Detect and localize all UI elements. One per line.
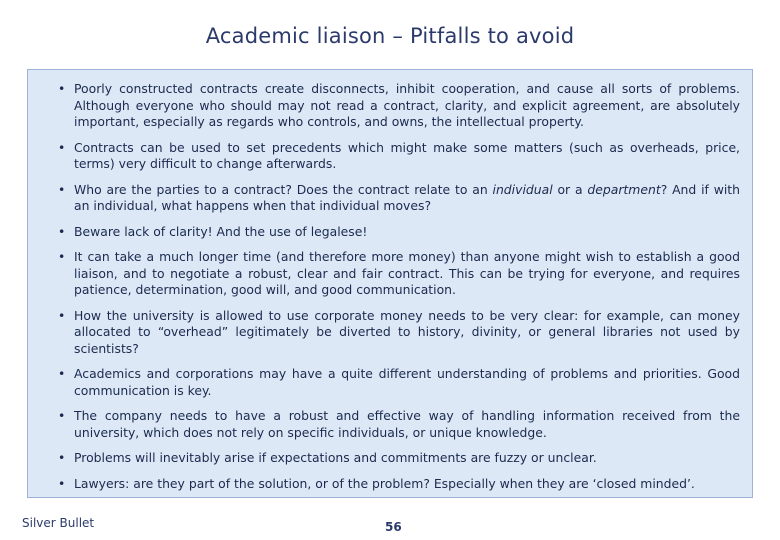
bullet-text: Contracts can be used to set precedents which might make some matters (such as overheads, price, terms) very difficult to change afterwards. [74, 139, 740, 171]
bullet-text: The company needs to have a robust and effective way of handling information received from the university, which does not rely on specific individuals, or unique knowledge. [74, 408, 740, 440]
bullet-dot: • [58, 249, 66, 264]
bullet-text: Problems will inevitably arise if expectations and commitments are fuzzy or unclear. [74, 450, 597, 465]
page-number: 56 [385, 520, 402, 534]
slide-title: Academic liaison – Pitfalls to avoid [205, 24, 575, 48]
bullet-text: Poorly constructed contracts create disconnects, inhibit cooperation, and cause all sorts of problems. Although everyone who should may not read a contract, clarity, and explicit agreement, are absolutely important, especially as regards who controls, and owns, the intellectual property. [74, 81, 740, 129]
bullet-dot: • [58, 307, 66, 323]
bullet-corporate-money [44, 308, 740, 358]
bullet-text-individual: individual [492, 181, 553, 197]
bullet-lawyers [44, 476, 740, 493]
bullet-text-part3: ? And if with an individual, what happens when that individual moves? [74, 181, 740, 213]
bullet-text: Lawyers: are they part of the solution, or of the problem? Especially when they are ‘closed minded’. [74, 475, 695, 491]
bullet-text: Academics and corporations may have a quite different understanding of problems and priorities. Good communication is key. [74, 366, 740, 398]
bullet-contracts-constructed [44, 81, 740, 131]
bullet-problems [44, 450, 740, 467]
content-box [27, 69, 753, 498]
bullet-precedents [44, 140, 740, 173]
bullet-text: It can take a much longer time (and therefore more money) than anyone might wish to establish a good liaison, and to negotiate a robust, clear and fair contract. This can be trying for everyone, and requires patience, determination, good will, and good communication. [74, 249, 740, 297]
bullet-dot: • [58, 139, 66, 155]
bullet-company-handling [44, 408, 740, 441]
bullet-clarity [44, 224, 740, 241]
bullet-dot: • [58, 181, 66, 197]
bullet-parties [44, 182, 740, 215]
bullet-text-part1: Who are the parties to a contract? Does the contract relate to an [74, 181, 493, 197]
bullet-understanding [44, 366, 740, 399]
bullet-text: Beware lack of clarity! And the use of legalese! [74, 223, 368, 239]
bullet-dot: • [58, 81, 66, 96]
bullet-longer-time [44, 249, 740, 299]
bullet-list [44, 81, 740, 492]
bullet-dot: • [58, 408, 66, 423]
bullet-dot: • [58, 450, 66, 465]
bullet-text-department: department [587, 181, 661, 197]
bullet-dot: • [58, 475, 66, 491]
bullet-text: How the university is allowed to use corporate money needs to be very clear: for example, can money allocated to “overhead” legitimately be diverted to history, divinity, or general libraries not used by scientists? [74, 307, 740, 356]
bullet-text-part2: or a [552, 181, 588, 197]
footer-brand: Silver Bullet [22, 516, 95, 530]
bullet-dot: • [58, 366, 66, 381]
bullet-dot: • [58, 223, 66, 239]
